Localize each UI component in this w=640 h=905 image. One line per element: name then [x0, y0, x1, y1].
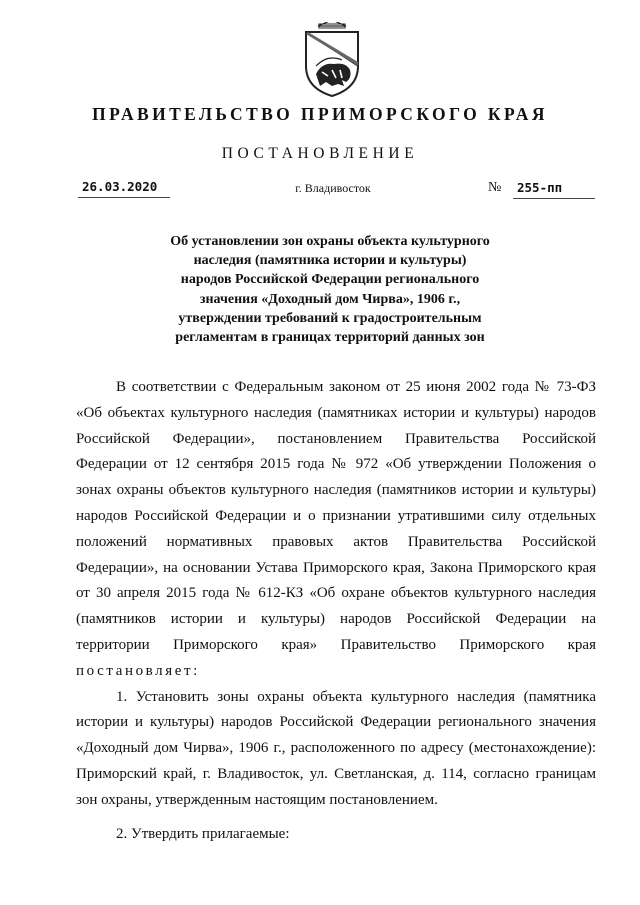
- resolves-word: постановляет:: [76, 662, 200, 679]
- item-1-line: 1. Установить зоны охраны объекта культурного наследия (памятника: [116, 688, 596, 705]
- preamble-line: «Об объектах культурного наследия (памятниках истории и культуры) народов: [76, 404, 596, 421]
- subject-line: утверждении требований к градостроительным: [178, 310, 482, 326]
- subject-line: народов Российской Федерации регионального: [180, 272, 480, 288]
- preamble-line: от 30 апреля 2015 года № 612-КЗ «Об охране объектов культурного наследия: [76, 585, 596, 602]
- document-body: [76, 375, 596, 847]
- preamble-line: В соответствии с Федеральным законом от 25 июня 2002 года № 73-ФЗ: [116, 379, 596, 395]
- subject-line: наследия (памятника истории и культуры): [193, 253, 467, 269]
- preamble-line: положений нормативных правовых актов Правительства Российской: [76, 533, 596, 550]
- preamble-line: (памятников истории и культуры) народов Российской Федерации на: [76, 611, 596, 628]
- number-prefix: №: [488, 180, 502, 195]
- preamble-line: территории Приморского края» Правительство Приморского края: [76, 636, 596, 653]
- subject-line: регламентам в границах территорий данных зон: [175, 330, 485, 346]
- document-city: г. Владивосток: [295, 181, 371, 195]
- document-subject: [120, 232, 540, 347]
- item-1-line: Приморский край, г. Владивосток, ул. Светланская, д. 114, согласно границам: [76, 765, 596, 782]
- preamble-line: Федерации от 12 сентября 2015 года № 972 «Об утверждении Положения о: [76, 456, 596, 473]
- document-date: 26.03.2020: [82, 179, 158, 194]
- item-1-line: зон охраны, утвержденным настоящим постановлением.: [76, 791, 438, 808]
- item-1-line: «Доходный дом Чирва», 1906 г., расположенного по адресу (местонахождение):: [76, 740, 596, 757]
- number-underline: [513, 198, 595, 199]
- paragraph-gap: [76, 814, 596, 822]
- preamble-line: зонах охраны объектов культурного наследия (памятников истории и культуры): [76, 482, 596, 499]
- preamble-line: народов Российской Федерации и о признании утратившими силу отдельных: [76, 507, 596, 524]
- coat-of-arms: [302, 22, 362, 98]
- primorsky-coat-of-arms-icon: [302, 22, 362, 98]
- document-type: ПОСТАНОВЛЕНИЕ: [221, 145, 419, 162]
- subject-line: Об установлении зон охраны объекта культурного: [170, 234, 490, 249]
- preamble-line: Федерации», на основании Устава Приморского края, Закона Приморского края: [76, 559, 596, 576]
- date-underline: [78, 197, 170, 198]
- government-title: ПРАВИТЕЛЬСТВО ПРИМОРСКОГО КРАЯ: [92, 104, 548, 124]
- document-number: 255-пп: [517, 180, 563, 195]
- item-1-line: истории и культуры) народов Российской Федерации регионального значения: [76, 714, 596, 731]
- item-2-line: 2. Утвердить прилагаемые:: [116, 825, 290, 842]
- subject-line: значения «Доходный дом Чирва», 1906 г.,: [199, 291, 461, 307]
- preamble-line: Российской Федерации», постановлением Правительства Российской: [76, 430, 596, 447]
